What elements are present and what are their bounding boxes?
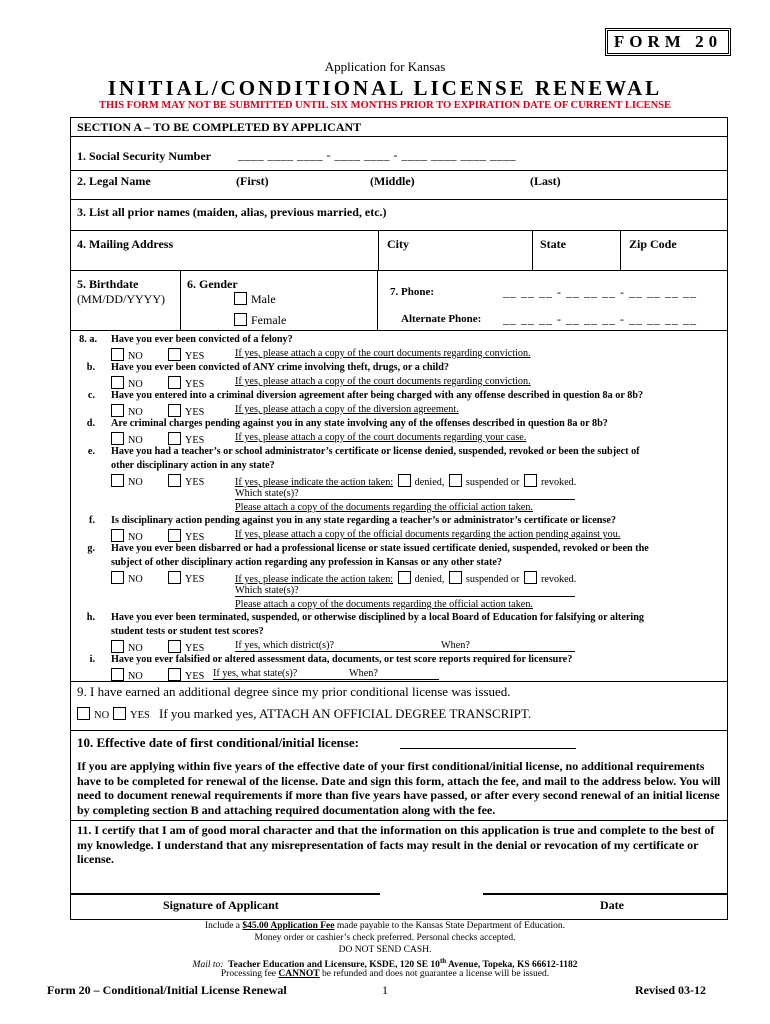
checkbox-icon[interactable]: [111, 668, 124, 681]
divider: [70, 820, 728, 821]
question-8b-text: Have you ever been convicted of ANY crime involving theft, drugs, or a child?: [111, 362, 449, 373]
form-subtitle: Application for Kansas: [324, 59, 446, 74]
question-9-yes[interactable]: YES: [113, 707, 150, 722]
state-field[interactable]: State: [540, 237, 566, 251]
question-8b-number: b.: [86, 362, 95, 373]
question-8e-text-line2: other disciplinary action in any state?: [111, 460, 275, 471]
question-8e-no[interactable]: NO: [111, 474, 143, 488]
gender-label: 6. Gender: [187, 277, 238, 291]
question-8a-text: Have you ever been convicted of a felony?: [111, 334, 293, 345]
ssn-field[interactable]: ____ ____ ____ - ____ ____ - ____ ____ ____ ____: [238, 148, 516, 162]
date-label: Date: [600, 898, 624, 912]
question-8a-yes[interactable]: YES: [168, 348, 204, 362]
question-8a-no[interactable]: NO: [111, 348, 143, 362]
checkbox-icon[interactable]: [111, 640, 124, 653]
gender-male-option[interactable]: Male: [234, 292, 276, 307]
middle-name-field[interactable]: (Middle): [370, 174, 415, 188]
question-8g-no[interactable]: NO: [111, 571, 143, 585]
question-8a-note: If yes, please attach a copy of the court documents regarding conviction.: [235, 348, 531, 359]
question-8e-action: If yes, please indicate the action taken: denied, suspended or revoked.: [235, 474, 576, 488]
question-8d-no[interactable]: NO: [111, 432, 143, 446]
divider: [70, 730, 728, 731]
divider: [70, 199, 728, 200]
checkbox-icon[interactable]: [111, 432, 124, 445]
question-8g-action: If yes, please indicate the action taken: denied, suspended or revoked.: [235, 571, 576, 585]
question-8h-yes[interactable]: YES: [168, 640, 204, 654]
question-9-text: 9. I have earned an additional degree since my prior conditional license was issued.: [77, 684, 511, 699]
date-line[interactable]: [483, 893, 728, 895]
question-8b-yes[interactable]: YES: [168, 376, 204, 390]
underline: [235, 499, 575, 500]
divider: [378, 230, 379, 270]
checkbox-icon[interactable]: [234, 313, 247, 326]
section-a-heading: SECTION A – TO BE COMPLETED BY APPLICANT: [77, 120, 362, 134]
question-8d-text: Are criminal charges pending against you in any state involving any of the offenses described in question 8a or 8b?: [111, 418, 608, 429]
question-8h-number: h.: [86, 612, 95, 623]
last-name-field[interactable]: (Last): [530, 174, 561, 188]
divider: [532, 230, 533, 270]
question-8h-when-field[interactable]: When?: [441, 640, 470, 651]
divider: [70, 681, 728, 682]
checkbox-icon[interactable]: [398, 571, 411, 584]
checkbox-icon[interactable]: [524, 571, 537, 584]
question-9-note: If you marked yes, ATTACH AN OFFICIAL DEGREE TRANSCRIPT.: [159, 706, 532, 721]
question-8g-text-line1: Have you ever been disbarred or had a professional license or state issued certificate denied, suspended, revoked or been the: [111, 543, 649, 554]
mailing-address-field[interactable]: 4. Mailing Address: [77, 237, 174, 251]
checkbox-icon[interactable]: [168, 571, 181, 584]
checkbox-icon[interactable]: [111, 348, 124, 361]
phone-label: 7. Phone:: [390, 286, 434, 298]
city-field[interactable]: City: [387, 237, 409, 251]
checkbox-icon[interactable]: [77, 707, 90, 720]
checkbox-icon[interactable]: [111, 376, 124, 389]
checkbox-icon[interactable]: [111, 404, 124, 417]
question-8a-number: 8. a.: [79, 334, 97, 345]
question-10-text: 10. Effective date of first conditional/initial license:: [77, 735, 359, 750]
ssn-label: 1. Social Security Number: [77, 149, 211, 163]
question-8d-note: If yes, please attach a copy of the court documents regarding your case.: [235, 432, 527, 443]
question-8d-yes[interactable]: YES: [168, 432, 204, 446]
checkbox-icon[interactable]: [398, 474, 411, 487]
renewal-instructions: If you are applying within five years of the effective date of your first conditional/initial license, no additional requirements have to be completed for renewal of the license. Date and sign this form, attach the fee, and mail to the address below. You will need to document renewal requirements if more than five years have passed, or after every second renewal of an initial license by completing section B and attaching required documentation along with the fee.: [77, 759, 721, 817]
checkbox-icon[interactable]: [113, 707, 126, 720]
checkbox-icon[interactable]: [168, 376, 181, 389]
question-8c-yes[interactable]: YES: [168, 404, 204, 418]
question-8i-text: Have you ever falsified or altered assessment data, documents, or test score reports required for licensure?: [111, 654, 573, 665]
checkbox-icon[interactable]: [168, 529, 181, 542]
form-title: INITIAL/CONDITIONAL LICENSE RENEWAL: [107, 76, 663, 100]
prior-names-field[interactable]: 3. List all prior names (maiden, alias, previous married, etc.): [77, 205, 387, 219]
question-8g-states-field[interactable]: Which state(s)?: [235, 585, 299, 596]
checkbox-icon[interactable]: [234, 292, 247, 305]
footer-form-name: Form 20 – Conditional/Initial License Renewal: [47, 983, 287, 997]
question-8g-attach-note: Please attach a copy of the documents regarding the official action taken.: [235, 599, 533, 610]
question-8e-text-line1: Have you had a teacher’s or school administrator’s certificate or license denied, suspended, revoked or been the subject of: [111, 446, 640, 457]
underline: [213, 679, 439, 680]
submission-warning: THIS FORM MAY NOT BE SUBMITTED UNTIL SIX MONTHS PRIOR TO EXPIRATION DATE OF CURRENT LICENSE: [98, 100, 672, 111]
question-8e-yes[interactable]: YES: [168, 474, 204, 488]
question-8e-number: e.: [87, 446, 95, 457]
birthdate-label: 5. Birthdate: [77, 277, 139, 291]
underline: [235, 596, 575, 597]
checkbox-icon[interactable]: [168, 432, 181, 445]
question-8f-number: f.: [89, 515, 95, 526]
alternate-phone-field[interactable]: __ __ __ - __ __ __ - __ __ __ __: [503, 312, 697, 326]
question-8i-no[interactable]: NO: [111, 668, 143, 682]
question-8f-note: If yes, please attach a copy of the official documents regarding the action pending against you.: [235, 529, 621, 540]
no-cash-note: DO NOT SEND CASH.: [338, 945, 432, 955]
revision-date: Revised 03-12: [635, 983, 706, 997]
question-8e-states-field[interactable]: Which state(s)?: [235, 488, 299, 499]
question-8c-text: Have you entered into a criminal diversion agreement after being charged with any offense described in question 8a or 8b?: [111, 390, 644, 401]
divider: [620, 230, 621, 270]
payment-note: Money order or cashier’s check preferred. Personal checks accepted.: [254, 933, 516, 943]
question-8g-yes[interactable]: YES: [168, 571, 204, 585]
first-name-field[interactable]: (First): [236, 174, 269, 188]
alternate-phone-label: Alternate Phone:: [401, 313, 482, 325]
divider: [70, 136, 728, 137]
checkbox-icon[interactable]: [168, 640, 181, 653]
question-8i-yes[interactable]: YES: [168, 668, 204, 682]
divider: [70, 170, 728, 171]
checkbox-icon[interactable]: [168, 474, 181, 487]
checkbox-icon[interactable]: [111, 474, 124, 487]
checkbox-icon[interactable]: [168, 348, 181, 361]
zip-code-field[interactable]: Zip Code: [629, 237, 677, 251]
effective-date-field[interactable]: [400, 748, 576, 749]
underline: [235, 651, 575, 652]
certification-statement: 11. I certify that I am of good moral character and that the information on this application is true and complete to the best of my knowledge. I understand that any misrepresentation of facts may result in the denial or revocation of my certificate or license.: [77, 823, 715, 867]
question-8f-text: Is disciplinary action pending against you in any state regarding a teacher’s or administrator’s certificate or license?: [111, 515, 616, 526]
question-8h-text-line2: student tests or student test scores?: [111, 626, 264, 637]
question-8i-number: i.: [89, 654, 95, 665]
checkbox-icon[interactable]: [524, 474, 537, 487]
page-number: 1: [382, 983, 388, 997]
signature-line[interactable]: [70, 893, 380, 895]
fee-instruction: Include a $45.00 Application Fee made payable to the Kansas State Department of Education.: [204, 921, 566, 931]
checkbox-icon[interactable]: [449, 474, 462, 487]
phone-field[interactable]: __ __ __ - __ __ __ - __ __ __ __: [503, 285, 697, 299]
question-8g-text-line2: subject of other disciplinary action regarding any profession in Kansas or any other state?: [111, 557, 503, 568]
gender-female-option[interactable]: Female: [234, 313, 286, 328]
question-8c-note: If yes, please attach a copy of the diversion agreement.: [235, 404, 459, 415]
checkbox-icon[interactable]: [168, 404, 181, 417]
question-8i-when-field[interactable]: When?: [349, 668, 378, 679]
divider: [180, 270, 181, 330]
birthdate-format[interactable]: (MM/DD/YYYY): [77, 292, 165, 306]
question-9-no[interactable]: NO: [77, 707, 109, 722]
form-number: FORM 20: [605, 28, 731, 56]
question-8c-no[interactable]: NO: [111, 404, 143, 418]
question-8f-yes[interactable]: YES: [168, 529, 204, 543]
divider: [70, 230, 728, 231]
divider: [70, 270, 728, 271]
checkbox-icon[interactable]: [449, 571, 462, 584]
question-8c-number: c.: [87, 390, 95, 401]
mailing-address: Mail to: Teacher Education and Licensure, KSDE, 120 SE 10th Avenue, Topeka, KS 66612-1182: [192, 957, 578, 971]
question-8b-note: If yes, please attach a copy of the court documents regarding conviction.: [235, 376, 531, 387]
legal-name-label: 2. Legal Name: [77, 174, 151, 188]
refund-note: Processing fee CANNOT be refunded and does not guarantee a license will be issued.: [220, 969, 550, 979]
checkbox-icon[interactable]: [111, 571, 124, 584]
checkbox-icon[interactable]: [168, 668, 181, 681]
question-8h-district-field[interactable]: If yes, which district(s)?: [235, 640, 335, 651]
divider: [377, 270, 378, 330]
question-8i-state-field[interactable]: If yes, what state(s)?: [213, 668, 298, 679]
checkbox-icon[interactable]: [111, 529, 124, 542]
question-8f-no[interactable]: NO: [111, 529, 143, 543]
question-8d-number: d.: [86, 418, 95, 429]
question-8e-attach-note: Please attach a copy of the documents regarding the official action taken.: [235, 502, 533, 513]
question-8g-number: g.: [87, 543, 95, 554]
question-8b-no[interactable]: NO: [111, 376, 143, 390]
question-8h-text-line1: Have you ever been terminated, suspended, or otherwise disciplined by a local Board of Education for falsifying or altering: [111, 612, 644, 623]
signature-label: Signature of Applicant: [163, 898, 279, 912]
divider: [70, 330, 728, 331]
question-8h-no[interactable]: NO: [111, 640, 143, 654]
